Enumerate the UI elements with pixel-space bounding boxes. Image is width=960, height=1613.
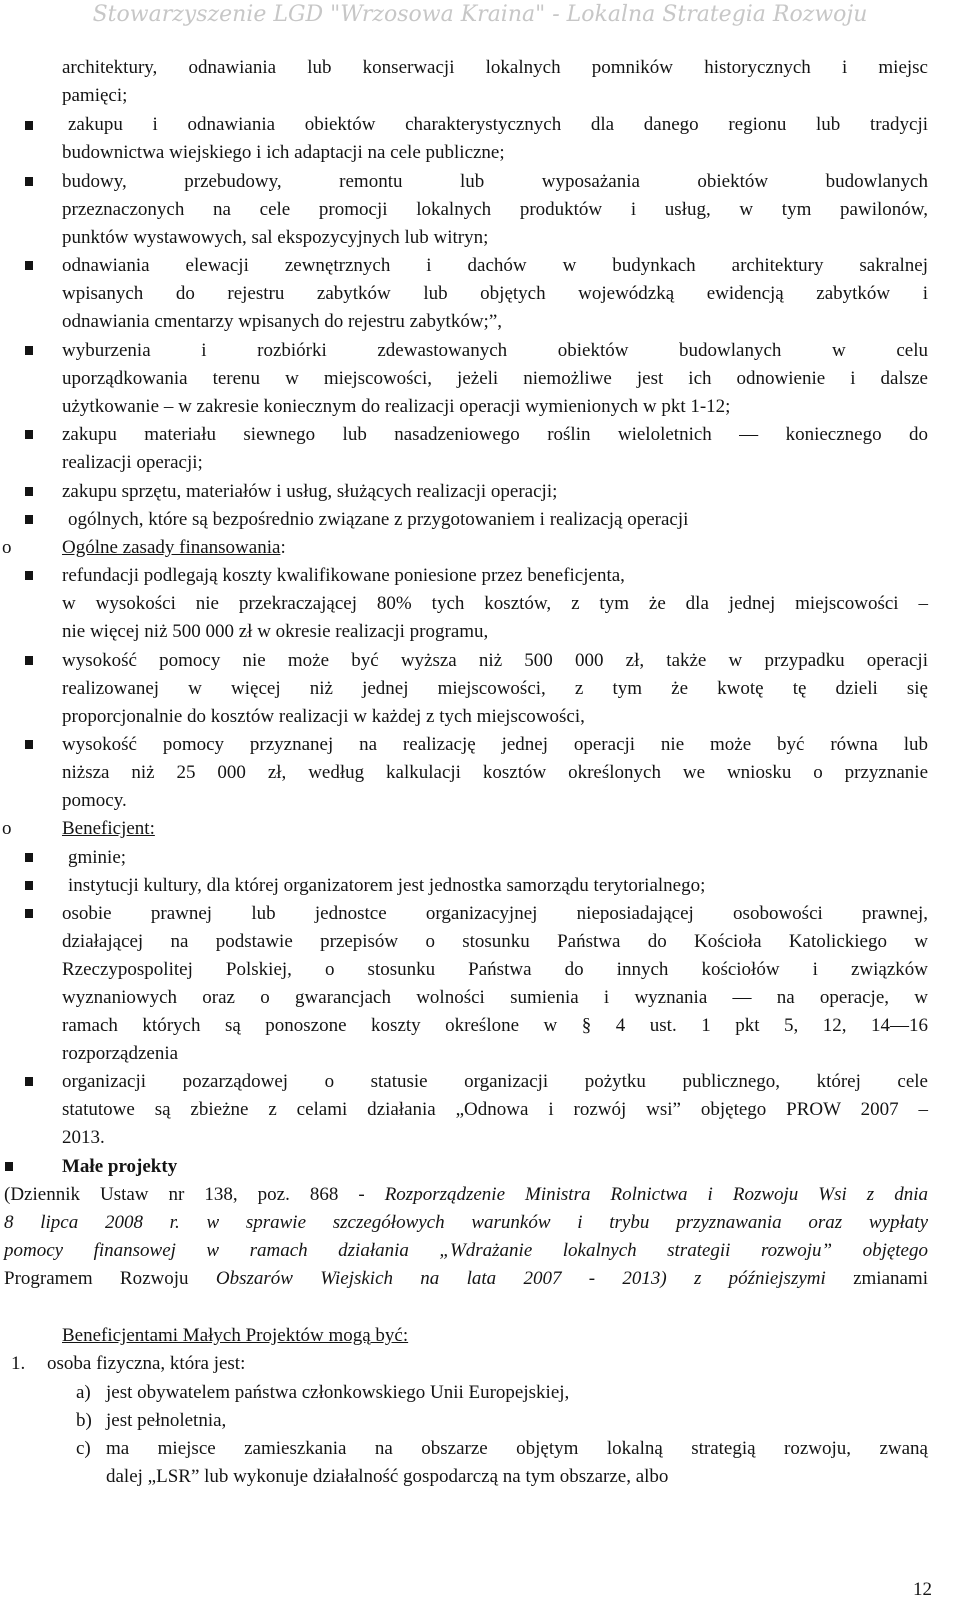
bullet-square-icon (25, 515, 33, 524)
list-item-line: ramach których są ponoszone koszty określone w § 4 ust. 1 pkt 5, 12, 14—16 (62, 1015, 928, 1036)
heading-colon: : (280, 537, 286, 558)
outline-bullet: o (2, 818, 12, 839)
list-item-line: pomocy. (62, 790, 127, 811)
legal-reference-part: zmianami (825, 1268, 928, 1289)
legal-reference-line: pomocy finansowej w ramach działania „Wdrażanie lokalnych strategii rozwoju” objętego (4, 1240, 928, 1261)
bullet-square-icon (25, 881, 33, 890)
list-item-line: realizowanej w więcej niż jednej miejscowości, z tym że kwotę tę dzieli się (62, 678, 928, 699)
list-item-line: architektury, odnawiania lub konserwacji lokalnych pomników historycznych i miejsc (62, 57, 928, 78)
list-item-line: jest obywatelem państwa członkowskiego Unii Europejskiej, (106, 1382, 570, 1403)
legal-reference-line (4, 1265, 928, 1293)
list-item-line: osobie prawnej lub jednostce organizacyjnej nieposiadającej osobowości prawnej, (62, 903, 928, 924)
list-item-line: zakupu sprzętu, materiałów i usług, służących realizacji operacji; (62, 481, 558, 502)
bullet-square-icon (25, 656, 33, 665)
list-item-line: statutowe są zbieżne z celami działania „Odnowa i rozwój wsi” objętego PROW 2007 – (62, 1099, 928, 1120)
bullet-square-icon (25, 430, 33, 439)
list-letter: c) (76, 1438, 91, 1459)
list-item-line: jest pełnoletnia, (106, 1410, 227, 1431)
list-item-line: realizacji operacji; (62, 452, 203, 473)
list-letter: a) (76, 1382, 91, 1403)
list-item-line: organizacji pozarządowej o statusie organizacji pożytku publicznego, której cele (62, 1071, 928, 1092)
list-item-line: Rzeczypospolitej Polskiej, o stosunku Państwa do innych kościołów i związków (62, 959, 928, 980)
list-item-line: wyburzenia i rozbiórki zdewastowanych obiektów budowlanych w celu (62, 340, 928, 361)
bullet-square-icon (25, 177, 33, 186)
section-heading-beneficiary: Beneficjent: (62, 818, 155, 839)
list-item-line: zakupu i odnawiania obiektów charakterystycznych dla danego regionu lub tradycji (68, 114, 928, 135)
bullet-square-icon (25, 261, 33, 270)
list-item-line: instytucji kultury, dla której organizatorem jest jednostka samorządu terytorialnego; (68, 875, 706, 896)
list-item-line: wyznaniowych oraz o gwarancjach wolności sumienia i wyznania — na operacje, w (62, 987, 928, 1008)
bullet-square-icon (25, 853, 33, 862)
list-item-line: punktów wystawowych, sal ekspozycyjnych lub witryn; (62, 227, 489, 248)
legal-reference-title: Obszarów Wiejskich na lata 2007 - 2013) z późniejszymi (215, 1268, 826, 1289)
list-item-line: wysokość pomocy nie może być wyższa niż 500 000 zł, także w przypadku operacji (62, 650, 928, 671)
list-item-line: użytkowanie – w zakresie koniecznym do realizacji operacji wymienionych w pkt 1-12; (62, 396, 731, 417)
legal-reference-title: Rozporządzenie Ministra Rolnictwa i Rozwoju Wsi z dnia (384, 1184, 928, 1205)
list-item-line: 2013. (62, 1127, 105, 1148)
legal-reference-part: Programem Rozwoju (4, 1268, 216, 1289)
list-item-line: budowy, przebudowy, remontu lub wyposażania obiektów budowlanych (62, 171, 928, 192)
list-item-line: odnawiania elewacji zewnętrznych i dachów w budynkach architektury sakralnej (62, 255, 928, 276)
legal-reference-line (4, 1181, 928, 1209)
list-item-line: ma miejsce zamieszkania na obszarze objętym lokalną strategią rozwoju, zwaną (106, 1438, 928, 1459)
list-item-line: ogólnych, które są bezpośrednio związane z przygotowaniem i realizacją operacji (68, 509, 689, 530)
page-number: 12 (913, 1579, 932, 1600)
outline-bullet: o (2, 537, 12, 558)
section-heading-finance (62, 534, 286, 562)
list-item-line: budownictwa wiejskiego i ich adaptacji na cele publiczne; (62, 142, 505, 163)
bullet-square-icon (25, 121, 33, 130)
section-heading-small-projects: Małe projekty (62, 1156, 178, 1177)
bullet-square-icon (25, 740, 33, 749)
bullet-square-icon (25, 1077, 33, 1086)
list-item-line: proporcjonalnie do kosztów realizacji w każdej z tych miejscowości, (62, 706, 585, 727)
list-item-line: niższa niż 25 000 zł, według kalkulacji kosztów określonych we wniosku o przyznanie (62, 762, 928, 783)
list-item-line: nie więcej niż 500 000 zł w okresie realizacji programu, (62, 621, 489, 642)
list-item-line: zakupu materiału siewnego lub nasadzeniowego roślin wieloletnich — koniecznego do (62, 424, 928, 445)
list-item-line: w wysokości nie przekraczającej 80% tych kosztów, z tym że dla jednej miejscowości – (62, 593, 928, 614)
bullet-square-icon (25, 487, 33, 496)
beneficiaries-heading: Beneficjentami Małych Projektów mogą być: (62, 1325, 409, 1346)
legal-reference-line: 8 lipca 2008 r. w sprawie szczegółowych warunków i trybu przyznawania oraz wypłaty (4, 1212, 928, 1233)
list-item-line: pamięci; (62, 85, 128, 106)
list-item-line: refundacji podlegają koszty kwalifikowane poniesione przez beneficjenta, (62, 565, 625, 586)
bullet-square-icon (25, 346, 33, 355)
list-item-line: odnawiania cmentarzy wpisanych do rejestru zabytków;”, (62, 311, 503, 332)
list-item-line: gminie; (68, 847, 127, 868)
list-item-line: przeznaczonych na cele promocji lokalnych produktów i usług, w tym pawilonów, (62, 199, 928, 220)
list-item-line: wysokość pomocy przyznanej na realizację jednej operacji nie może być równa lub (62, 734, 928, 755)
list-item-line: rozporządzenia (62, 1043, 179, 1064)
list-item-line: wpisanych do rejestru zabytków lub objętych wojewódzką ewidencją zabytków i (62, 283, 928, 304)
list-item-line: działającej na podstawie przepisów o stosunku Państwa do Kościoła Katolickiego w (62, 931, 928, 952)
list-item-line: osoba fizyczna, która jest: (47, 1353, 246, 1374)
list-item-line: uporządkowania terenu w miejscowości, jeżeli niemożliwe jest ich odnowienie i dalsze (62, 368, 928, 389)
list-number: 1. (11, 1353, 26, 1374)
bullet-square-icon (5, 1162, 13, 1171)
bullet-square-icon (25, 909, 33, 918)
list-letter: b) (76, 1410, 92, 1431)
heading-text: Ogólne zasady finansowania (62, 537, 281, 558)
document-header: Stowarzyszenie LGD "Wrzosowa Kraina" - Lokalna Strategia Rozwoju (92, 2, 868, 27)
list-item-line: dalej „LSR” lub wykonuje działalność gospodarczą na tym obszarze, albo (106, 1466, 669, 1487)
bullet-square-icon (25, 571, 33, 580)
legal-reference-part: (Dziennik Ustaw nr 138, poz. 868 - (4, 1184, 385, 1205)
